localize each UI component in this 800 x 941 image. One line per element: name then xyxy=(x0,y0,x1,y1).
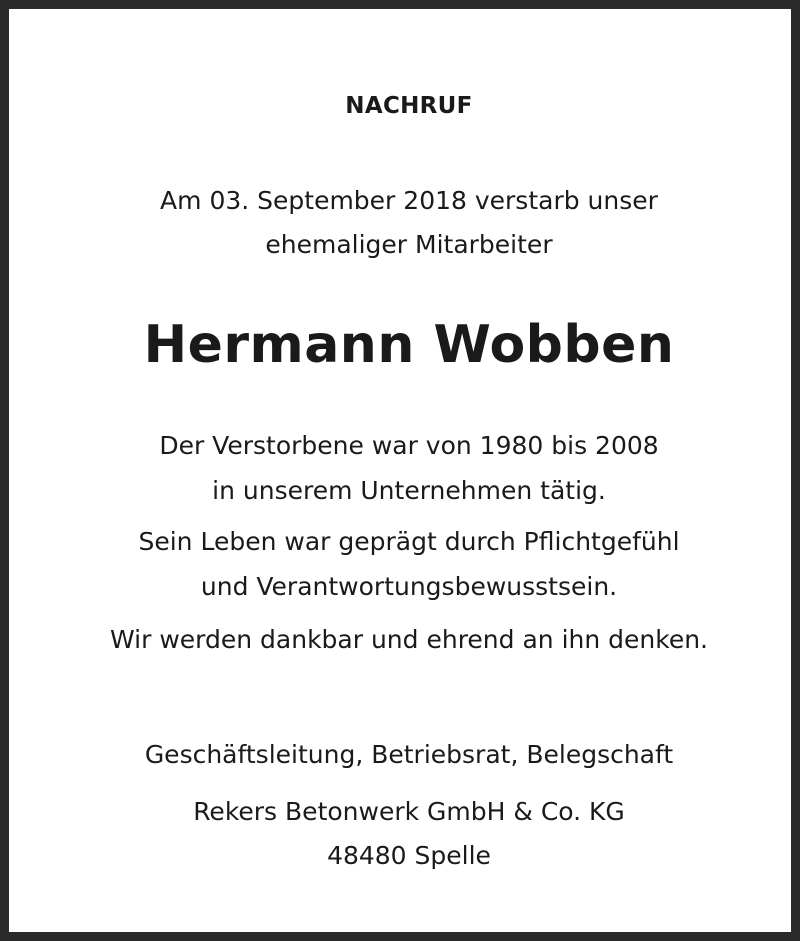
body-line: und Verantwortungsbewusstsein. xyxy=(200,572,618,601)
signature-company: Rekers Betonwerk GmbH & Co. KG xyxy=(193,797,625,826)
body-line: Sein Leben war geprägt durch Pflichtgefühl xyxy=(138,527,680,556)
intro-line: ehemaliger Mitarbeiter xyxy=(265,230,553,259)
intro-line: Am 03. September 2018 verstarb unser xyxy=(160,186,658,215)
deceased-name: Hermann Wobben xyxy=(143,315,675,375)
signature-groups: Geschäftsleitung, Betriebsrat, Belegschaft xyxy=(144,740,674,769)
notice-heading: NACHRUF xyxy=(345,93,473,119)
signature-location: 48480 Spelle xyxy=(327,841,491,870)
body-line: Der Verstorbene war von 1980 bis 2008 xyxy=(159,431,659,460)
body-line: in unserem Unternehmen tätig. xyxy=(212,476,606,505)
body-line: Wir werden dankbar und ehrend an ihn denken. xyxy=(109,625,709,654)
